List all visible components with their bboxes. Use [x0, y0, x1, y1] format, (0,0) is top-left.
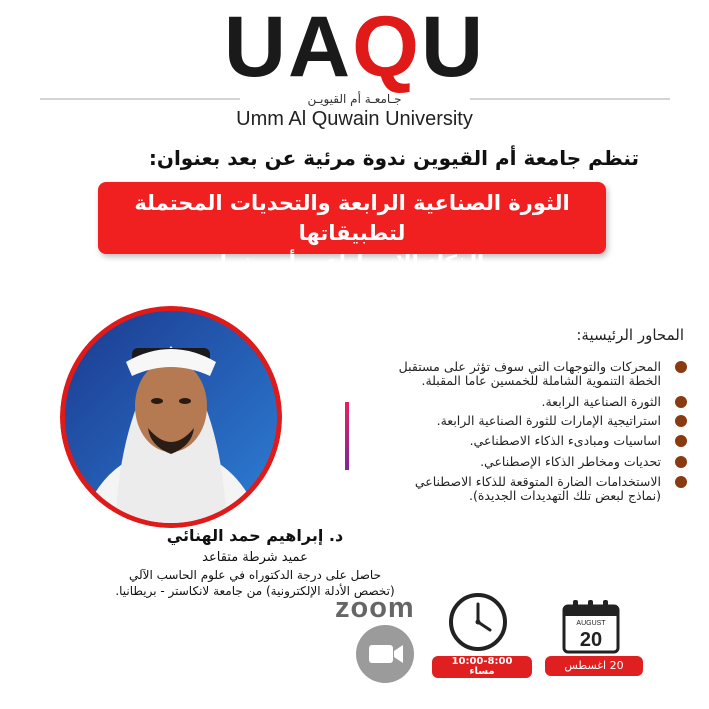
logo-wordmark-left: UA — [223, 0, 353, 95]
zoom-camera-badge — [356, 625, 414, 683]
speaker-name: د. إبراهيم حمد الهنائي — [166, 526, 344, 545]
logo-arabic-name: جـامعـة أم القيويـن — [307, 92, 402, 106]
university-logo — [0, 0, 709, 95]
bullet-icon — [675, 456, 687, 468]
logo-wordmark-q: Q — [352, 0, 421, 95]
speaker-bio-line-2: (تخصص الأدلة الإلكترونية) من جامعة لانكاستر - بريطانيا. — [115, 584, 395, 598]
topic-item-4: اساسيات ومبادىء الذكاء الاصطناعي. — [385, 434, 685, 448]
logo-english-name: Umm Al Quwain University — [236, 108, 473, 130]
zoom-logo: zoom — [335, 592, 415, 624]
time-label — [432, 656, 532, 678]
time-period: مساء — [469, 666, 495, 677]
calendar-month: AUGUST — [576, 620, 606, 627]
bullet-icon — [675, 476, 687, 488]
clock-icon — [448, 592, 508, 652]
time-range: 10:00-8:00 — [451, 656, 513, 667]
calendar-icon — [562, 598, 620, 654]
bullet-icon — [675, 435, 687, 447]
page-heading: تنظم جامعة أم القيوين ندوة مرئية عن بعد بعنوان: — [148, 146, 639, 170]
topic-item-1: المحركات والتوجهات التي سوف تؤثر على مستقبل الخطة التنموية الشاملة للخمسين عاما المقبلة. — [385, 360, 685, 388]
banner-line-2: الذكاء الاصطناعي أنموذجا — [219, 251, 485, 275]
accent-divider — [345, 402, 349, 470]
topics-title: المحاور الرئيسية: — [576, 326, 684, 344]
topic-item-2: الثورة الصناعية الرابعة. — [385, 395, 685, 409]
calendar-day: 20 — [579, 629, 603, 651]
bullet-icon — [675, 396, 687, 408]
video-camera-icon — [356, 625, 414, 683]
topic-item-5: تحديات ومخاطر الذكاء الإصطناعي. — [385, 455, 685, 469]
topic-item-3: استراتيجية الإمارات للثورة الصناعية الرابعة. — [385, 414, 685, 428]
banner-line-1: الثورة الصناعية الرابعة والتحديات المحتملة لتطبيقاتها — [134, 191, 570, 245]
topic-item-6: الاستخدامات الضارة المتوقعة للذكاء الاصطناعي (نماذج لبعض تلك التهديدات الجديدة). — [385, 475, 685, 503]
speaker-bio-line-1: حاصل على درجة الدكتوراه في علوم الحاسب الآلي — [129, 568, 381, 582]
bullet-icon — [675, 361, 687, 373]
bullet-icon — [675, 415, 687, 427]
speaker-title: عميد شرطة متقاعد — [202, 550, 308, 565]
date-label: 20 اغسطس — [545, 656, 643, 676]
logo-wordmark-right: U — [421, 0, 486, 95]
speaker-photo — [60, 306, 282, 528]
title-banner — [98, 182, 606, 275]
